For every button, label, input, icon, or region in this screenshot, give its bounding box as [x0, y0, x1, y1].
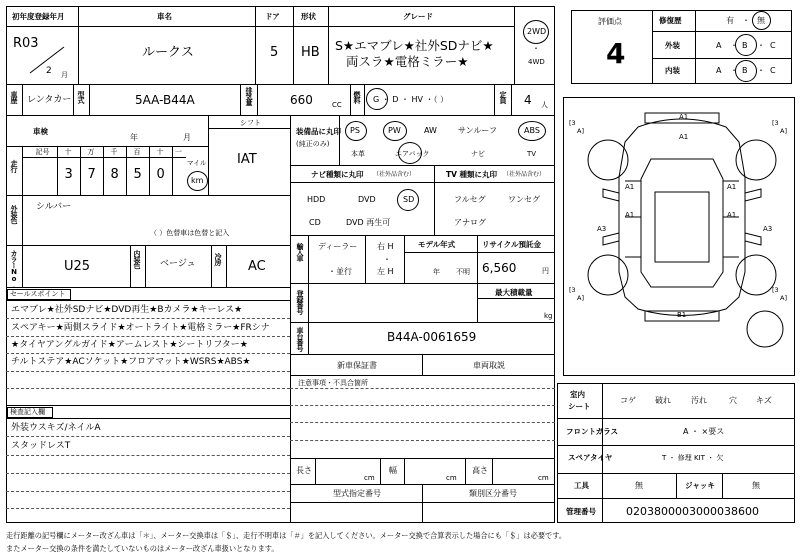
divider [6, 508, 290, 509]
sales-line-2: スペアキー★両側スライド★オートライト★電格ミラー★FRシナ [11, 323, 270, 333]
repair-none: 無 [757, 16, 765, 25]
tv-sub: （社外品含む） [503, 171, 546, 178]
ext-a: A [716, 41, 722, 50]
equip-sunroof: サンルーフ [458, 126, 497, 135]
displacement-value: 660 [290, 93, 313, 107]
equip-tv: TV [527, 150, 537, 158]
spare-value: T ・ 修理 KIT ・ 欠 [662, 454, 724, 462]
divider [695, 10, 696, 84]
divider [208, 115, 209, 195]
model-year-unknown: 不明 [456, 268, 470, 276]
glass-label: フロントガラス [566, 427, 619, 436]
repair-dot: ・ [742, 16, 750, 25]
divider [652, 58, 792, 59]
divider [89, 84, 90, 115]
legend-bl-3: [3 [569, 286, 576, 294]
equip-leather: 本革 [351, 150, 365, 158]
divider [290, 283, 555, 284]
divider [78, 6, 79, 84]
exterior-label: 外装 [665, 41, 680, 50]
tools-value: 無 [635, 481, 643, 490]
navi-cd: CD [309, 218, 321, 227]
recycle-label: リサイクル預託金 [482, 240, 541, 249]
footer-line-2: またメーター交換の条件を満たしていないものはメーター改ざん車扱いとなります。 [6, 544, 279, 553]
capacity-unit: 人 [541, 101, 548, 109]
divider [290, 458, 555, 459]
divider [6, 436, 290, 437]
grade-label: グレード [403, 12, 433, 21]
divider [380, 458, 381, 484]
height-unit: cm [538, 474, 549, 482]
divider [6, 388, 290, 389]
divider [290, 502, 555, 503]
tv-fullseg: フルセグ [454, 195, 486, 204]
divider [557, 418, 795, 419]
mileage-digit-label: 百 [133, 148, 141, 156]
new-car-warranty: 新車保証書 [337, 361, 377, 370]
diag-a1-right: A1 [727, 183, 737, 191]
width-unit: cm [446, 474, 457, 482]
ext-c: C [770, 41, 776, 50]
shape-value: HB [301, 45, 320, 60]
mileage-cell-divider [103, 146, 104, 195]
first-reg-label: 初年度登録年月 [12, 12, 65, 21]
divider [492, 458, 493, 484]
car-name-label: 車名 [157, 12, 172, 21]
diag-a3-left: A3 [597, 225, 607, 233]
navi-sub: （社外品含む） [373, 171, 416, 178]
inspector-line-1: 外装ウスキズ/ネイルA [11, 423, 101, 433]
mileage-digit: 8 [110, 167, 119, 182]
model-year-unit: 年 [433, 268, 440, 276]
divider [290, 165, 555, 166]
divider [514, 6, 515, 84]
mileage-digit-label: 一 [175, 148, 182, 156]
legend-tr-a: A] [780, 127, 787, 135]
equip-navi: ナビ [471, 150, 485, 158]
diag-a1-right2: A1 [727, 211, 737, 219]
ac-value: AC [248, 259, 266, 274]
divider [293, 6, 294, 84]
ext-b: B [742, 41, 748, 50]
ac-label: 冷房 [214, 253, 222, 265]
mileage-cell-divider [126, 146, 127, 195]
diag-a1-top: A1 [679, 113, 689, 121]
tv-analog: アナログ [454, 218, 486, 227]
legend-bl-a: A] [577, 294, 584, 302]
equipment-label: 装備品に丸印 [296, 127, 341, 136]
divider [557, 445, 795, 446]
diag-a1-left: A1 [625, 183, 635, 191]
divider [652, 31, 792, 32]
divider [6, 371, 290, 372]
divider [22, 157, 186, 158]
mileage-cell-divider [80, 146, 81, 195]
navi-dvd-play: DVD 再生可 [346, 218, 391, 227]
divider [339, 115, 340, 165]
seat-stain: 汚れ [691, 396, 707, 405]
mileage-digit-label: 万 [87, 148, 95, 156]
sales-line-3: ★タイヤアングルガイド★アームレスト★シートリフター★ [11, 340, 248, 350]
color-note: （ ）色替車は色替と記入 [150, 229, 230, 237]
divider [6, 318, 290, 319]
chassis-label: 車台番号 [296, 327, 304, 351]
score-label: 評価点 [598, 17, 622, 26]
divider [6, 300, 290, 301]
mileage-digit-label: 記号 [35, 148, 50, 156]
model-value: 5AA-B44A [135, 93, 195, 107]
divider [511, 84, 512, 115]
divider [6, 245, 290, 246]
legend-br-3: [3 [772, 286, 779, 294]
chassis-value: B44A-0061659 [387, 330, 477, 344]
navi-hdd: HDD [307, 195, 326, 204]
divider [494, 84, 495, 115]
shaken-label: 車検 [33, 127, 48, 136]
vehicle-manual: 車両取説 [473, 361, 505, 370]
equipment-sub: (純正のみ) [296, 140, 330, 148]
ext-dot2: ・ [757, 41, 765, 50]
divider [422, 354, 423, 375]
seat-tear: 破れ [655, 396, 671, 405]
divider [722, 473, 723, 498]
drive-4wd: 4WD [528, 58, 545, 66]
month-unit: 月 [61, 71, 68, 79]
divider [6, 146, 208, 147]
int-c: C [770, 66, 776, 75]
capacity-label: 定員 [499, 91, 507, 103]
first-reg-year: R03 [13, 36, 39, 51]
max-load-unit: kg [544, 312, 553, 320]
divider [557, 498, 795, 499]
footer-line-1: 走行距離の記号欄にメーター改ざん車は「＊」、メーター交換車は「＄」、走行不明車は「＃」を記入してください。メーター交換で合算表示した場合にも「＄」は必要です。 [6, 531, 567, 540]
int-b: B [742, 66, 748, 75]
divider [208, 128, 290, 129]
divider [477, 235, 478, 322]
mileage-label: 走行 [10, 160, 18, 172]
middle-divider [290, 115, 291, 523]
divider [6, 353, 290, 354]
equip-ps: PS [350, 126, 360, 135]
color-no-value: U25 [64, 259, 91, 274]
spare-label: スペアタイヤ [568, 453, 613, 462]
import-dot: ・ [383, 255, 391, 264]
divider [290, 388, 555, 389]
cc-unit: CC [332, 101, 342, 109]
notes-label: 注意事項・不具合箇所 [298, 379, 368, 387]
divider [6, 491, 290, 492]
type-no-label: 型式指定番号 [333, 489, 381, 498]
first-reg-month: 2 [46, 66, 52, 76]
mileage-digit-label: 十 [156, 148, 164, 156]
management-value: 0203800003000038600 [626, 505, 759, 518]
divider [477, 298, 555, 299]
interior-label: 内装 [665, 66, 680, 75]
equip-airbag: エアバック [395, 150, 430, 158]
import-parallel: ・並行 [328, 267, 352, 276]
legend-tl-3: [3 [569, 119, 576, 127]
int-a: A [716, 66, 722, 75]
divider [22, 195, 23, 245]
diag-a1-hood: A1 [679, 133, 689, 141]
equip-aw: AW [424, 126, 437, 135]
divider [240, 84, 241, 115]
int-dot1: ・ [730, 66, 738, 75]
divider [308, 283, 309, 322]
grade-line-2: 両スラ★電格ミラー★ [346, 54, 469, 69]
divider [22, 146, 23, 195]
divider [145, 245, 146, 287]
divider [404, 458, 405, 484]
divider [6, 195, 290, 196]
diag-a1-left2: A1 [625, 211, 635, 219]
divider [6, 336, 290, 337]
divider [226, 245, 227, 287]
model-label: 型式 [77, 91, 85, 103]
mileage-digit-label: 千 [110, 148, 118, 156]
interior-color-label: 内装色 [133, 250, 141, 268]
divider [6, 418, 290, 419]
divider [364, 84, 365, 115]
divider [6, 473, 290, 474]
seat-hole: 穴 [729, 396, 737, 405]
row2-bottom [6, 115, 555, 116]
inspector-label: 検査記入欄 [10, 408, 45, 416]
car-name-value: ルークス [142, 45, 194, 60]
divider [73, 84, 74, 115]
legend-tr-3: [3 [772, 119, 779, 127]
sales-points-label: セールスポイント [10, 290, 66, 298]
drive-dot: ・ [532, 44, 540, 53]
management-label: 管理番号 [566, 507, 596, 516]
legend-br-a: A] [780, 294, 787, 302]
doors-value: 5 [270, 45, 279, 60]
mileage-digit: 7 [87, 167, 96, 182]
mileage-digit-label: 十 [64, 148, 72, 156]
divider [290, 405, 555, 406]
divider [350, 84, 351, 115]
divider [434, 165, 435, 235]
divider [652, 10, 653, 84]
mileage-digit: 5 [133, 167, 142, 182]
divider [308, 322, 309, 354]
capacity-value: 4 [524, 93, 532, 107]
mileage-cell-divider [149, 146, 150, 195]
body-type-label: 車歴 [10, 91, 18, 103]
tv-label: TV 種類に丸印 [446, 170, 498, 179]
jack-value: 無 [752, 481, 760, 490]
divider [211, 245, 212, 287]
reg-no-label: 登録番号 [296, 290, 304, 314]
km-label: km [191, 176, 204, 185]
displacement-label: 排気量 [245, 87, 253, 105]
max-load-label: 最大積載量 [495, 288, 533, 297]
equip-pw: PW [388, 126, 401, 135]
divider [290, 375, 555, 376]
navi-sd: SD [403, 195, 415, 204]
divider [257, 84, 258, 115]
shift-value: IAT [237, 152, 257, 167]
mileage-digit: 0 [156, 167, 165, 182]
recycle-value: 6,560 [482, 261, 517, 275]
fuel-options: G ・ D ・ HV ・（ ） [373, 95, 449, 104]
divider [290, 422, 555, 423]
mileage-cell-divider [57, 146, 58, 195]
mileage-digit: 3 [64, 167, 73, 182]
model-year-label: モデル年式 [418, 240, 456, 249]
shaken-month-unit: 月 [183, 133, 191, 142]
import-left-h: 左 H [377, 267, 394, 276]
sales-line-4: チルトステア★ACソケット★フロアマット★WSRS★ABS★ [11, 357, 251, 367]
divider [22, 84, 23, 115]
recycle-yen: 円 [542, 267, 549, 275]
jack-label: ジャッキ [685, 481, 715, 490]
divider [6, 287, 290, 288]
int-dot2: ・ [757, 66, 765, 75]
doors-label: ドア [265, 12, 280, 21]
width-label: 幅 [389, 466, 397, 475]
seat-burn: コゲ [620, 396, 636, 405]
color-label: 外装色 [10, 205, 18, 223]
divider [6, 455, 290, 456]
divider [404, 252, 555, 253]
height-label: 高さ [472, 466, 488, 475]
divider [308, 235, 309, 283]
body-type-value: レンタカー [27, 95, 72, 105]
ext-dot1: ・ [730, 41, 738, 50]
shaken-year-unit: 年 [130, 133, 138, 142]
length-label: 長さ [296, 466, 312, 475]
diag-a3-right: A3 [763, 225, 773, 233]
import-right-h: 右 H [377, 242, 394, 251]
divider [290, 440, 555, 441]
color-value: シルバー [36, 202, 72, 212]
mile-label: マイル [187, 159, 207, 167]
mileage-cell-divider [172, 146, 173, 195]
glass-value: A ・ ×要ス [683, 427, 725, 436]
shape-label: 形状 [301, 12, 316, 21]
navi-dvd: DVD [358, 195, 376, 204]
grade-line-1: S★エマブレ★社外SDナビ★ [335, 38, 494, 53]
tools-label: 工具 [574, 481, 589, 490]
divider [290, 182, 555, 183]
score-value: 4 [606, 37, 626, 70]
header-label-divider [6, 26, 514, 27]
divider [465, 458, 466, 484]
navi-label: ナビ種類に丸印 [311, 170, 364, 179]
import-dealer: ディーラー [318, 242, 358, 251]
seat-label-2: シート [568, 402, 591, 411]
equip-abs: ABS [524, 126, 540, 135]
divider [130, 245, 131, 287]
inspector-line-2: スタッドレスT [11, 441, 71, 451]
drive-2wd: 2WD [527, 27, 547, 36]
length-unit: cm [364, 474, 375, 482]
divider [290, 235, 555, 236]
divider [365, 235, 366, 283]
tv-oneseg: ワンセグ [508, 195, 540, 204]
interior-color-value: ベージュ [160, 259, 196, 269]
divider [676, 473, 677, 498]
seat-label-1: 室内 [570, 390, 585, 399]
divider [22, 245, 23, 287]
seat-scratch: キズ [756, 396, 772, 405]
import-label: 輸入車 [296, 243, 304, 261]
category-no-label: 類別区分番号 [469, 489, 517, 498]
legend-tl-a: A] [577, 127, 584, 135]
diag-b1-rear: B1 [677, 311, 687, 319]
divider [255, 6, 256, 84]
color-no-label: カラーNo. [10, 250, 18, 289]
divider [290, 322, 555, 323]
repair-yes: 有 [726, 16, 734, 25]
divider [404, 235, 405, 283]
fuel-label: 燃料 [353, 91, 361, 103]
divider [6, 405, 290, 406]
shift-label: シフト [240, 119, 261, 127]
divider [315, 458, 316, 484]
divider [422, 484, 423, 523]
repair-label: 修復歴 [659, 16, 682, 25]
sales-line-1: エマブレ★社外SDナビ★DVD再生★Bカメラ★キーレス★ [11, 305, 243, 315]
divider [328, 6, 329, 84]
